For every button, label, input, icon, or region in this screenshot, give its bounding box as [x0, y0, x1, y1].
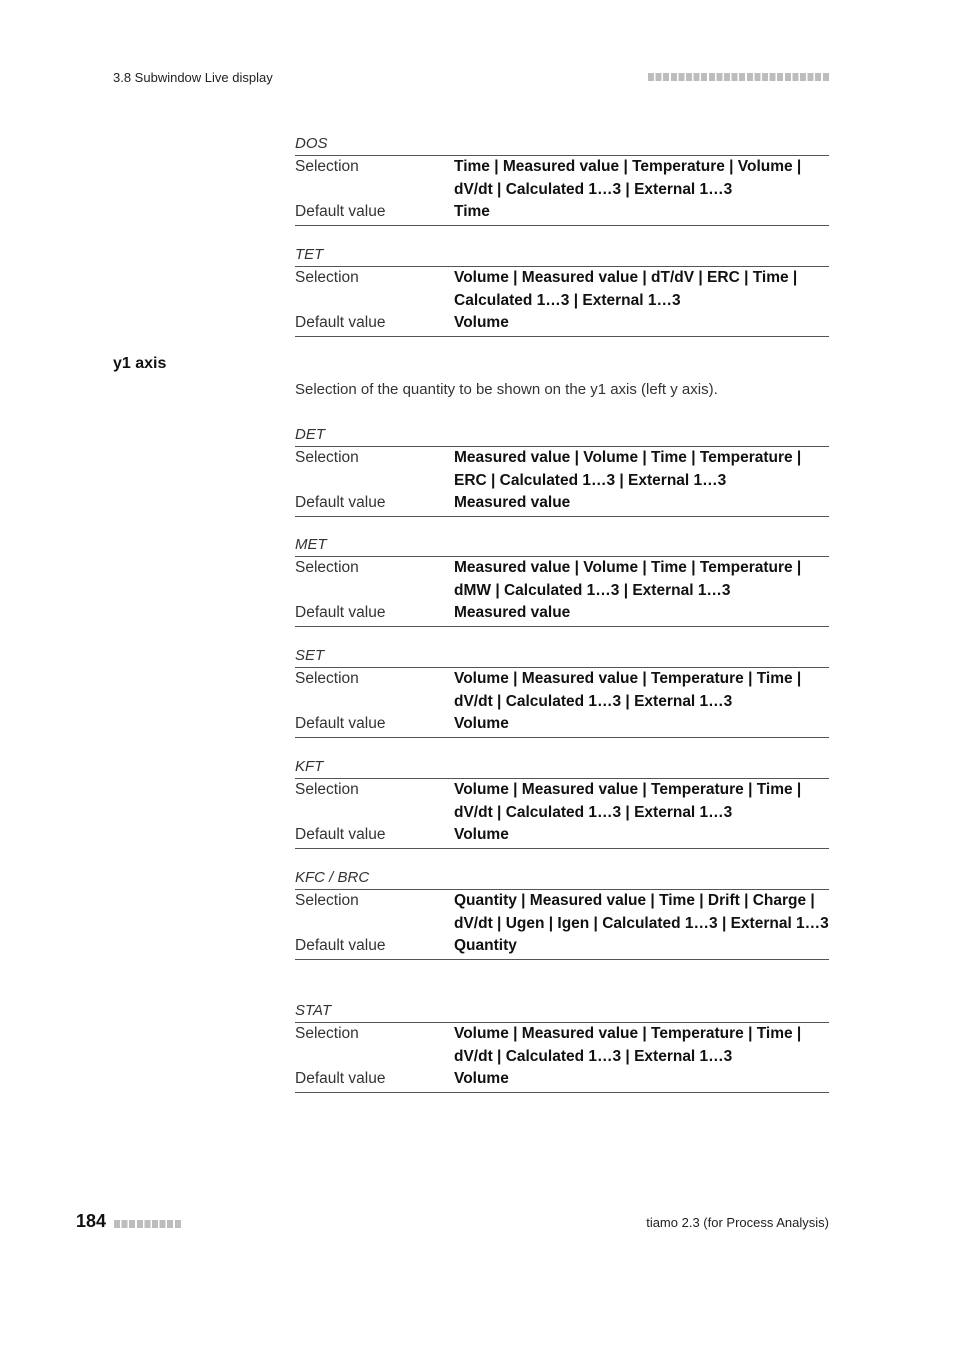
default-label: Default value [295, 203, 386, 220]
selection-label: Selection [295, 559, 359, 576]
block-divider [295, 625, 829, 627]
option-block-met [295, 533, 829, 627]
selection-value: Volume | Measured value | Temperature | Time | dV/dt | Calculated 1…3 | External 1…3 [454, 781, 802, 821]
default-value: Volume [454, 826, 509, 843]
default-value: Volume [454, 715, 509, 732]
selection-label: Selection [295, 892, 359, 909]
block-title: TET [295, 243, 829, 267]
selection-value: Quantity | Measured value | Time | Drift | Charge | dV/dt | Ugen | Igen | Calculated 1…3 | External 1…3 [454, 892, 829, 932]
selection-value: Volume | Measured value | Temperature | Time | dV/dt | Calculated 1…3 | External 1…3 [454, 1025, 802, 1065]
selection-value: Time | Measured value | Temperature | Volume | dV/dt | Calculated 1…3 | External 1…3 [454, 158, 802, 198]
selection-value: Volume | Measured value | Temperature | Time | dV/dt | Calculated 1…3 | External 1…3 [454, 670, 802, 710]
default-row [295, 602, 829, 625]
selection-label: Selection [295, 449, 359, 466]
option-block-kft [295, 755, 829, 849]
selection-row [295, 668, 829, 713]
block-divider [295, 335, 829, 337]
block-title: DOS [295, 132, 829, 156]
default-label: Default value [295, 826, 386, 843]
block-title: MET [295, 533, 829, 557]
block-divider [295, 847, 829, 849]
option-block-dos [295, 132, 829, 226]
selection-row [295, 447, 829, 492]
default-label: Default value [295, 1070, 386, 1087]
section-intro: Selection of the quantity to be shown on the y1 axis (left y axis). [295, 381, 718, 398]
block-divider [295, 958, 829, 960]
default-value: Time [454, 203, 490, 220]
selection-label: Selection [295, 1025, 359, 1042]
block-title: STAT [295, 999, 829, 1023]
default-label: Default value [295, 494, 386, 511]
block-divider [295, 736, 829, 738]
selection-row [295, 557, 829, 602]
section-title-y1-axis: y1 axis [113, 355, 167, 372]
option-block-stat [295, 999, 829, 1093]
footer-dot-bar [114, 1220, 182, 1228]
default-value: Measured value [454, 604, 571, 621]
default-label: Default value [295, 937, 386, 954]
running-header-section: 3.8 Subwindow Live display [113, 70, 273, 85]
selection-label: Selection [295, 158, 359, 175]
selection-row [295, 267, 829, 312]
default-value: Volume [454, 1070, 509, 1087]
selection-row [295, 156, 829, 201]
default-label: Default value [295, 715, 386, 732]
header-dot-bar [648, 73, 829, 81]
default-label: Default value [295, 604, 386, 621]
option-block-kfc-brc [295, 866, 829, 960]
option-block-set [295, 644, 829, 738]
block-divider [295, 515, 829, 517]
selection-value: Measured value | Volume | Time | Temperature | dMW | Calculated 1…3 | External 1…3 [454, 559, 802, 599]
selection-value: Volume | Measured value | dT/dV | ERC | Time | Calculated 1…3 | External 1…3 [454, 269, 798, 309]
default-value: Quantity [454, 937, 517, 954]
block-title: SET [295, 644, 829, 668]
default-row [295, 824, 829, 847]
option-block-det [295, 423, 829, 517]
default-row [295, 201, 829, 224]
selection-row [295, 1023, 829, 1068]
block-divider [295, 1091, 829, 1093]
selection-value: Measured value | Volume | Time | Temperature | ERC | Calculated 1…3 | External 1…3 [454, 449, 802, 489]
default-value: Measured value [454, 494, 571, 511]
default-label: Default value [295, 314, 386, 331]
block-title: KFC / BRC [295, 866, 829, 890]
block-divider [295, 224, 829, 226]
selection-label: Selection [295, 670, 359, 687]
default-row [295, 713, 829, 736]
block-title: KFT [295, 755, 829, 779]
default-row [295, 312, 829, 335]
default-row [295, 935, 829, 958]
selection-row [295, 779, 829, 824]
page-number: 184 [76, 1211, 107, 1231]
default-row [295, 1068, 829, 1091]
selection-label: Selection [295, 269, 359, 286]
block-title: DET [295, 423, 829, 447]
footer-product: tiamo 2.3 (for Process Analysis) [646, 1215, 829, 1230]
default-value: Volume [454, 314, 509, 331]
selection-row [295, 890, 829, 935]
option-block-tet [295, 243, 829, 337]
selection-label: Selection [295, 781, 359, 798]
default-row [295, 492, 829, 515]
